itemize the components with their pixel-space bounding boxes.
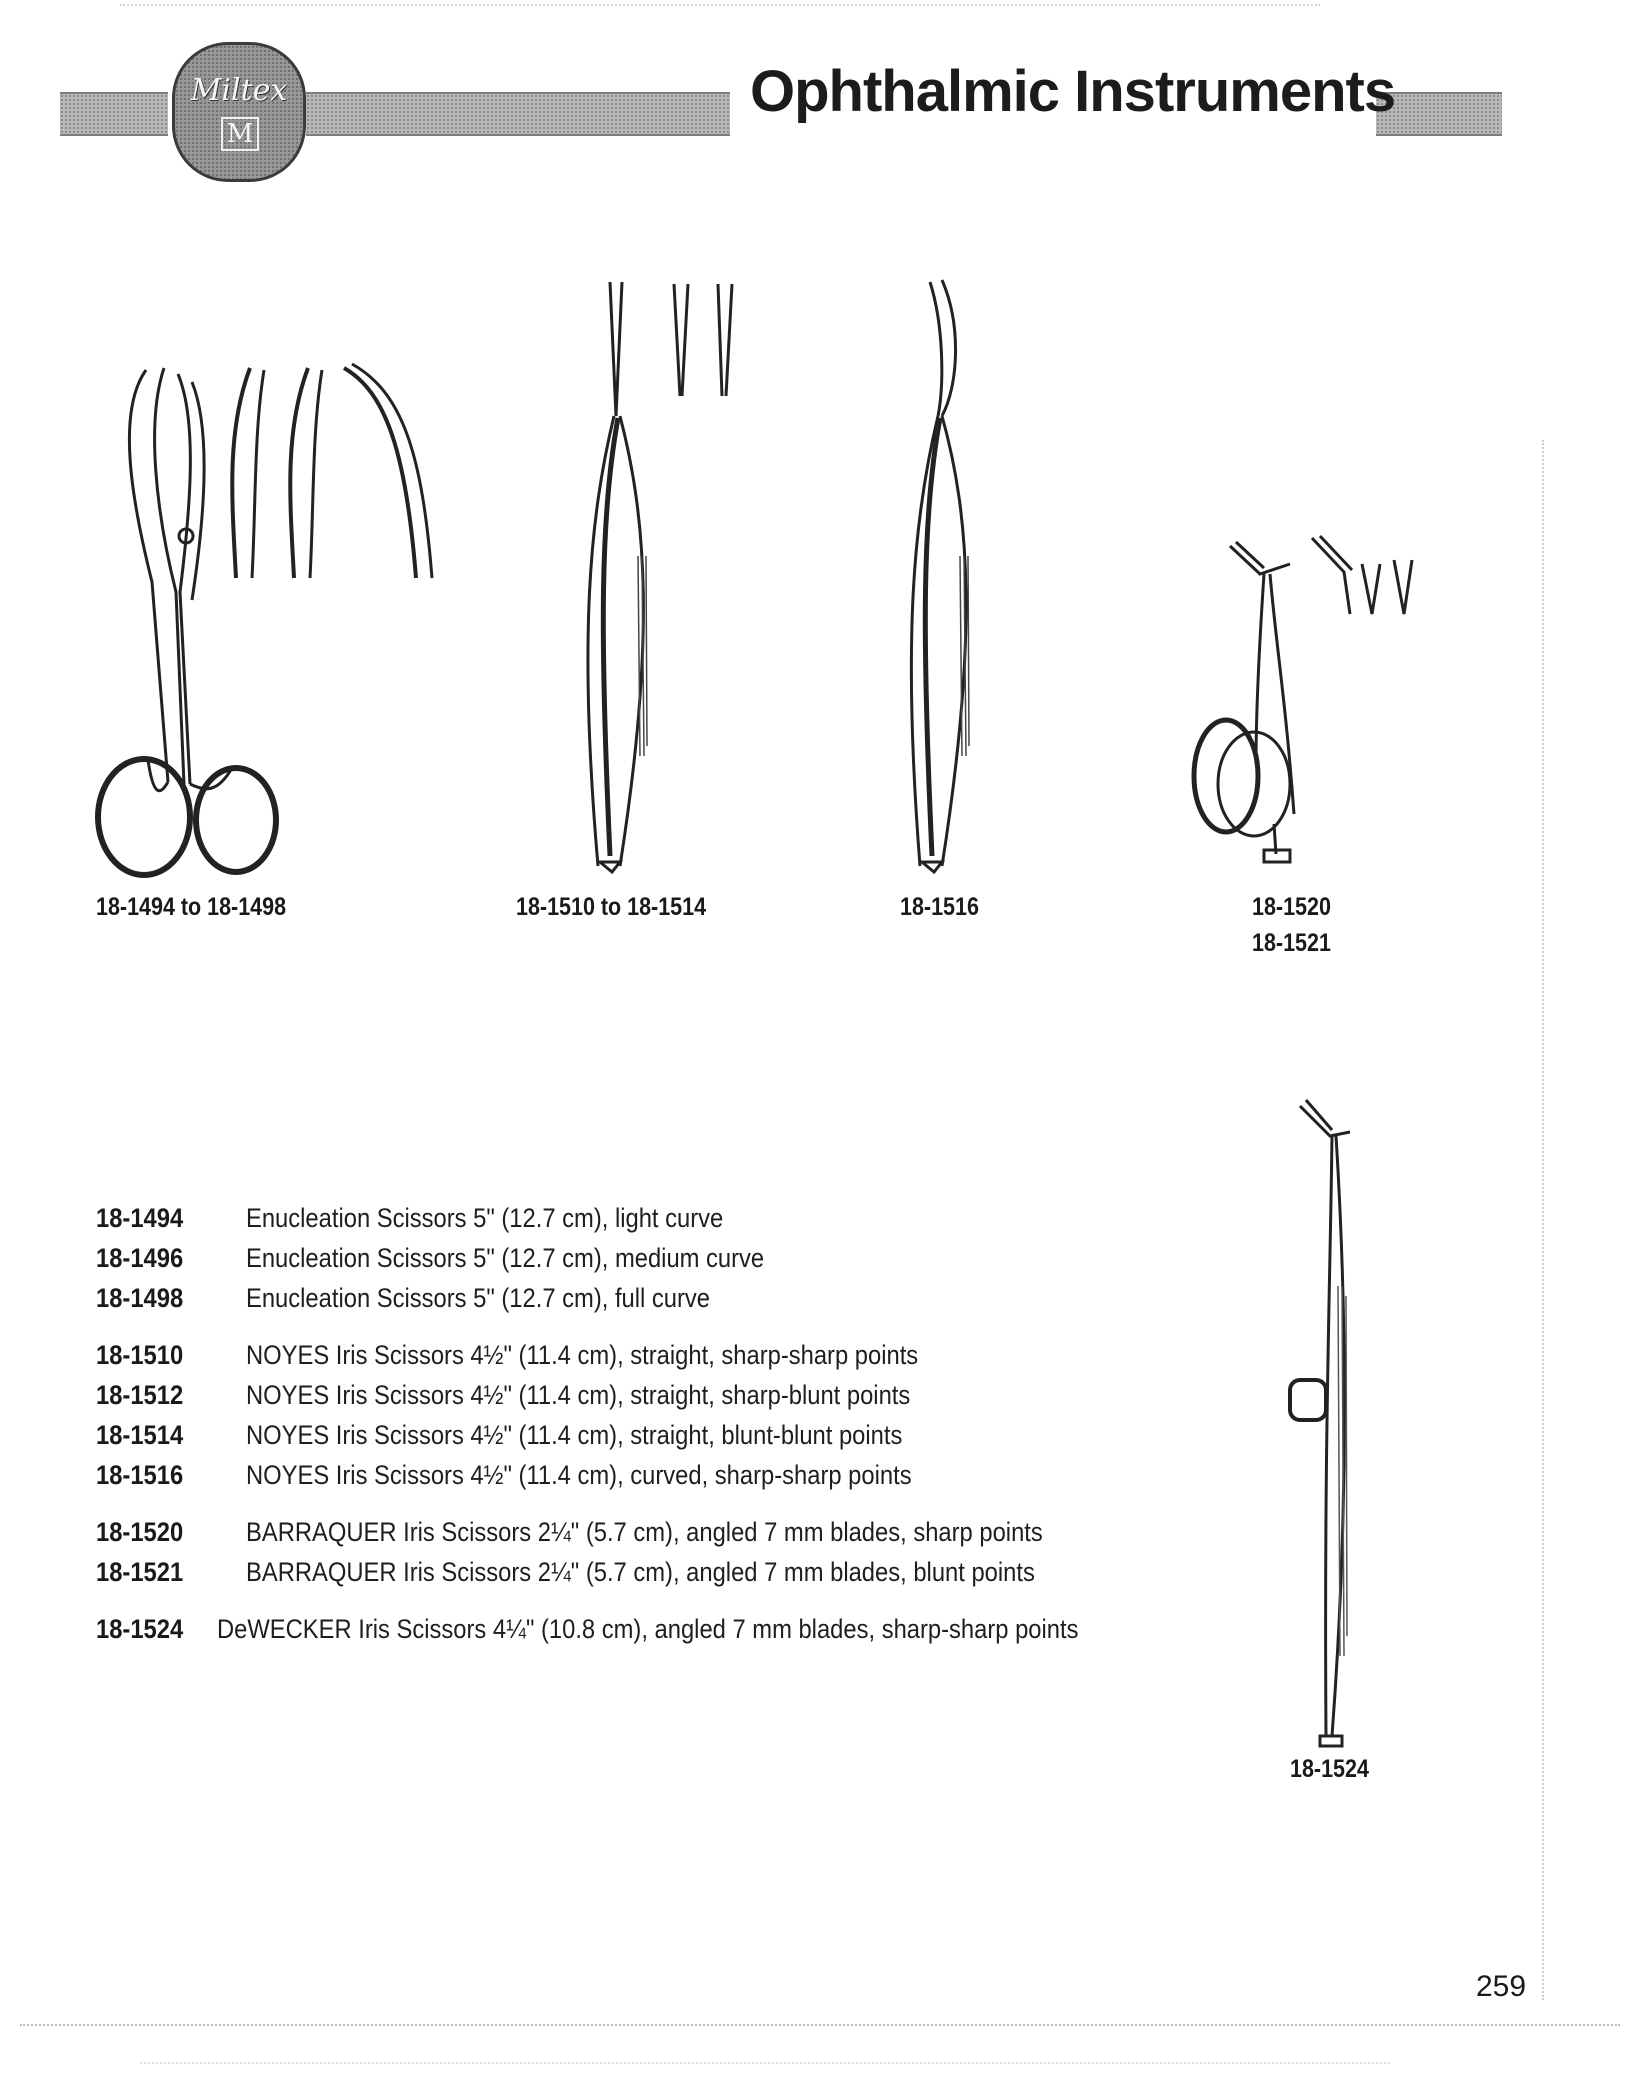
product-description: DeWECKER Iris Scissors 4¼" (10.8 cm), angled 7 mm blades, sharp-sharp points — [217, 1613, 1079, 1644]
product-description: Enucleation Scissors 5" (12.7 cm), full curve — [246, 1282, 711, 1313]
product-row — [96, 1609, 1196, 1649]
product-code: 18-1510 — [96, 1339, 184, 1370]
enucleation-scissors-illustration — [86, 352, 476, 882]
scan-artifact-right — [1542, 440, 1544, 2000]
product-code: 18-1496 — [96, 1242, 184, 1273]
product-description: NOYES Iris Scissors 4½" (11.4 cm), curved, sharp-sharp points — [246, 1459, 912, 1490]
barraquer-scissors-illustration — [1190, 534, 1490, 874]
header-band-left — [60, 92, 168, 136]
product-row — [96, 1238, 1196, 1278]
product-description: NOYES Iris Scissors 4½" (11.4 cm), straight, blunt-blunt points — [246, 1419, 903, 1450]
noyes-curved-scissors-illustration — [880, 276, 1000, 880]
product-group-noyes — [96, 1335, 1196, 1495]
product-description: NOYES Iris Scissors 4½" (11.4 cm), straight, sharp-blunt points — [246, 1379, 911, 1410]
product-code: 18-1498 — [96, 1282, 184, 1313]
header-band-middle — [306, 92, 730, 136]
product-row — [96, 1375, 1196, 1415]
product-group-barraquer — [96, 1512, 1196, 1592]
product-code: 18-1516 — [96, 1459, 184, 1490]
product-group-dewecker — [96, 1609, 1196, 1649]
product-row — [96, 1335, 1196, 1375]
product-row — [96, 1512, 1196, 1552]
product-description: BARRAQUER Iris Scissors 2¼" (5.7 cm), angled 7 mm blades, blunt points — [246, 1556, 1035, 1587]
logo-script-text: Miltex — [190, 73, 288, 108]
product-description: Enucleation Scissors 5" (12.7 cm), light curve — [246, 1202, 724, 1233]
product-code: 18-1524 — [96, 1613, 184, 1644]
dewecker-scissors-illustration — [1270, 1096, 1390, 1746]
product-row — [96, 1552, 1196, 1592]
product-code: 18-1514 — [96, 1419, 184, 1450]
miltex-logo — [172, 42, 306, 182]
product-row — [96, 1415, 1196, 1455]
figure-caption: 18-1494 to 18-1498 — [96, 893, 287, 921]
product-description: BARRAQUER Iris Scissors 2¼" (5.7 cm), angled 7 mm blades, sharp points — [246, 1516, 1043, 1547]
product-group-enucleation — [96, 1198, 1196, 1318]
figure-caption: 18-1516 — [900, 893, 979, 921]
product-code: 18-1521 — [96, 1556, 184, 1587]
scan-artifact-bottom — [20, 2024, 1620, 2026]
product-code: 18-1520 — [96, 1516, 184, 1547]
scan-artifact-bottom-2 — [140, 2062, 1390, 2064]
product-row — [96, 1278, 1196, 1318]
scan-artifact-top — [120, 4, 1320, 6]
product-description: Enucleation Scissors 5" (12.7 cm), medium curve — [246, 1242, 765, 1273]
product-code: 18-1512 — [96, 1379, 184, 1410]
logo-monogram: M — [221, 117, 259, 151]
product-list — [96, 1198, 1196, 1666]
page-number: 259 — [1476, 1970, 1527, 2003]
page-title: Ophthalmic Instruments — [750, 59, 1396, 124]
figure-caption: 18-1524 — [1290, 1755, 1369, 1783]
figure-caption-line-1: 18-1520 — [1252, 893, 1331, 921]
figure-caption: 18-1510 to 18-1514 — [516, 893, 707, 921]
figure-caption-line-2: 18-1521 — [1252, 929, 1331, 957]
product-row — [96, 1455, 1196, 1495]
product-code: 18-1494 — [96, 1202, 184, 1233]
product-row — [96, 1198, 1196, 1238]
noyes-straight-scissors-illustration — [560, 276, 760, 880]
product-description: NOYES Iris Scissors 4½" (11.4 cm), straight, sharp-sharp points — [246, 1339, 919, 1370]
